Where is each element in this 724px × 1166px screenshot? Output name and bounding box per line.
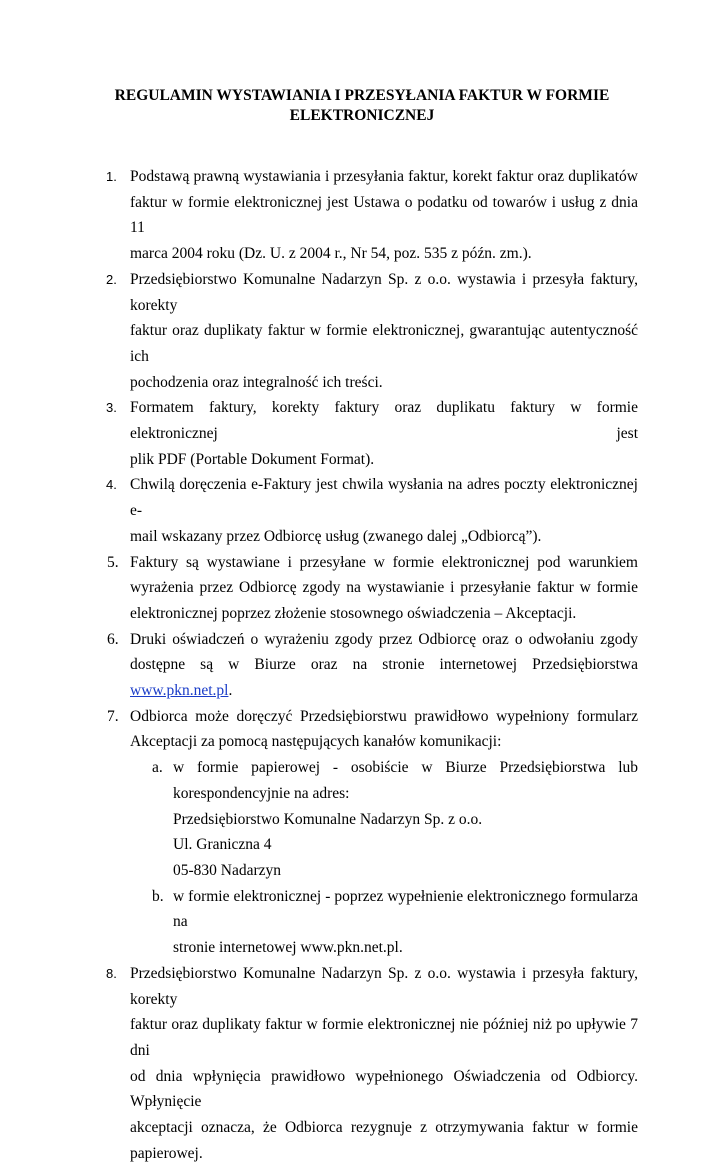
- rule-item-8: [0, 961, 638, 1166]
- rule-item-6: [0, 627, 638, 704]
- rule-line: Faktury są wystawiane i przesyłane w formie elektronicznej pod warunkiem: [130, 553, 638, 571]
- document-title: [100, 86, 624, 126]
- rule-line: plik PDF (Portable Dokument Format).: [130, 450, 375, 468]
- rule-item-3: [0, 395, 638, 472]
- title-line-1: REGULAMIN WYSTAWIANIA I PRZESYŁANIA FAKTUR W FORMIE: [114, 87, 610, 104]
- sub-item-line: w formie elektronicznej - poprzez wypełnienie elektronicznego formularza na: [173, 887, 638, 931]
- rule-line: Formatem faktury, korekty faktury oraz duplikatu faktury w formie elektronicznej jest: [130, 399, 638, 443]
- rule-line: Podstawą prawną wystawiania i przesyłania faktur, korekt faktur oraz duplikatów: [130, 168, 638, 185]
- rule-item-5: [0, 550, 638, 627]
- rule-item-2: [0, 267, 638, 396]
- rule-line: papierowej.: [130, 1144, 203, 1162]
- rule-line: elektronicznej poprzez złożenie stosownego oświadczenia – Akceptacji.: [130, 604, 577, 622]
- postal-address: [130, 807, 638, 884]
- sub-item-b: [130, 884, 638, 961]
- rule-item-1: [0, 164, 638, 267]
- rule-line: mail wskazany przez Odbiorcę usług (zwanego dalej „Odbiorcą”).: [130, 527, 542, 545]
- rule-line: Chwilą doręczenia e-Faktury jest chwila wysłania na adres poczty elektronicznej e-: [130, 476, 638, 520]
- rule-line-prefix: dostępne są w Biurze oraz na stronie internetowej Przedsiębiorstwa: [130, 656, 638, 674]
- rule-number: 4.: [106, 477, 117, 493]
- title-line-2: ELEKTRONICZNEJ: [289, 107, 435, 124]
- website-link[interactable]: www.pkn.net.pl: [130, 682, 229, 700]
- sub-item-a: [130, 755, 638, 806]
- rule-line: Druki oświadczeń o wyrażeniu zgody przez Odbiorcę oraz o odwołaniu zgody: [130, 630, 638, 648]
- sub-item-letter: a.: [152, 759, 163, 777]
- rule-line-suffix: .: [228, 682, 233, 700]
- rule-line: Odbiorca może doręczyć Przedsiębiorstwu prawidłowo wypełniony formularz: [130, 707, 638, 725]
- rule-number: 1.: [106, 169, 117, 184]
- rule-line: Przedsiębiorstwo Komunalne Nadarzyn Sp. z o.o. wystawia i przesyła faktury, korekty: [130, 964, 638, 1008]
- address-line-city: 05-830 Nadarzyn: [173, 861, 282, 879]
- rule-line: akceptacji oznacza, że Odbiorca rezygnuje z otrzymywania faktur w formie: [130, 1119, 638, 1137]
- address-line-street: Ul. Graniczna 4: [173, 836, 272, 854]
- rule-number: 7.: [107, 707, 119, 725]
- rule-line: [130, 652, 638, 703]
- rule-line: faktur oraz duplikaty faktur w formie elektronicznej nie później niż po upływie 7 dni: [130, 1016, 638, 1059]
- rule-line: wyrażenia przez Odbiorcę zgody na wystawianie i przesyłanie faktur w formie: [130, 579, 638, 597]
- rule-item-4: [0, 472, 638, 549]
- sub-item-line: stronie internetowej www.pkn.net.pl.: [173, 939, 403, 957]
- rule-item-7: [0, 704, 638, 961]
- rule-number: 2.: [106, 271, 117, 287]
- sub-item-line: w formie papierowej - osobiście w Biurze Przedsiębiorstwa lub: [173, 759, 638, 777]
- sub-item-letter: b.: [152, 887, 164, 905]
- rule-number: 5.: [107, 553, 119, 571]
- rule-line: faktur oraz duplikaty faktur w formie elektronicznej, gwarantując autentyczność ich: [130, 322, 638, 365]
- sub-item-line: korespondencyjnie na adres:: [173, 784, 350, 802]
- rules-list: [0, 164, 724, 1166]
- rule-line: marca 2004 roku (Dz. U. z 2004 r., Nr 54, poz. 535 z późn. zm.).: [130, 245, 532, 263]
- rule-line: pochodzenia oraz integralność ich treści.: [130, 373, 383, 391]
- rule-number: 3.: [106, 400, 117, 416]
- rule-number: 8.: [106, 965, 117, 981]
- rule-line: faktur w formie elektronicznej jest Ustawa o podatku od towarów i usług z dnia 11: [130, 193, 638, 237]
- rule-line: Akceptacji za pomocą następujących kanałów komunikacji:: [130, 733, 502, 751]
- rule-number: 6.: [107, 630, 119, 648]
- rule-line: Przedsiębiorstwo Komunalne Nadarzyn Sp. z o.o. wystawia i przesyła faktury, korekty: [130, 270, 638, 314]
- rule-line: od dnia wpłynięcia prawidłowo wypełnionego Oświadczenia od Odbiorcy. Wpłynięcie: [130, 1067, 638, 1111]
- address-line-company: Przedsiębiorstwo Komunalne Nadarzyn Sp. z o.o.: [173, 810, 483, 828]
